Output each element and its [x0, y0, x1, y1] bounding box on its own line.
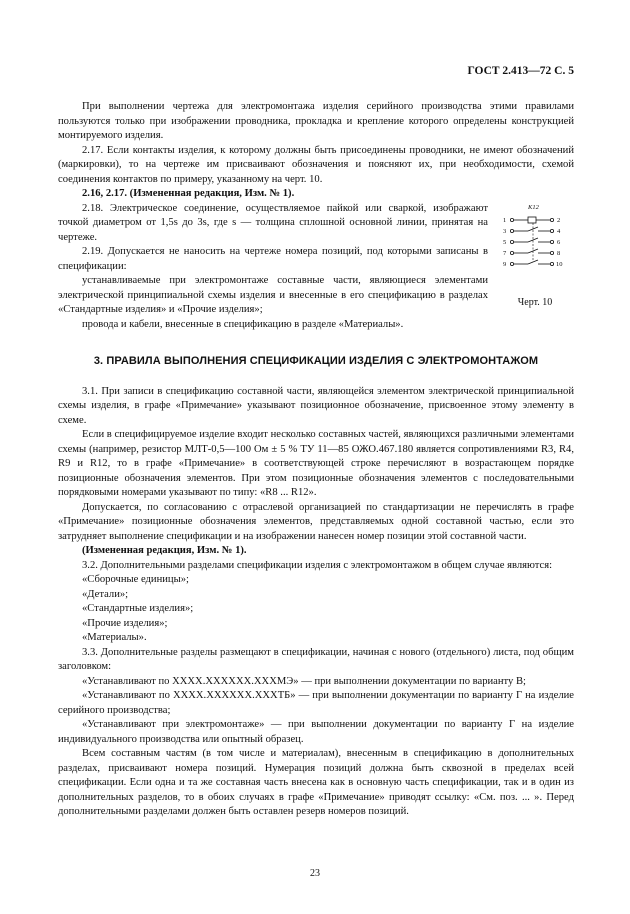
pin-label: 1	[503, 216, 507, 224]
pin-terminal	[550, 218, 553, 221]
pin-terminal	[510, 218, 513, 221]
figure-caption: Черт. 10	[517, 296, 553, 308]
list-item: устанавливаемые при электромонтаже составные части, являющиеся элементами электрической принципиальной схемы изделия и внесенные в его спецификацию в разделах «Стандартные изделия» и «Прочие изделия»;	[58, 275, 488, 315]
list-item: «Детали»;	[82, 588, 129, 600]
wrap-zone	[58, 202, 574, 333]
list-item: «Материалы».	[82, 632, 147, 643]
pin-label: 4	[557, 227, 561, 235]
pin-label: 2	[557, 216, 561, 224]
list-item: «Сборочные единицы»;	[82, 574, 189, 585]
paragraph-2-18: 2.18. Электрическое соединение, осуществляемое пайкой или сваркой, изображают точкой диаметром от 1,5s до 3s, где s — толщина сплошной основной линии, принятая на чертеже.	[58, 202, 488, 243]
paragraph: Всем составным частям (в том числе и материалам), внесенным в спецификацию в дополнительных разделах, присваивают номера позиций. Нумерация позиций должна быть сквозной в пределах всей спецификации. Если одна и та же составная часть внесена как в основную часть спецификации, так и в один из дополнительных разделов, то в обоих случаях в графе «Примечание» приводят ссылку: «См. поз. ... ». Перед дополнительными разделами должен быть оставлен резерв номеров позиций.	[58, 748, 574, 817]
pin-label: 7	[503, 249, 507, 257]
coil-symbol	[528, 217, 536, 223]
pin-label: 8	[557, 249, 561, 257]
paragraph-3-2: 3.2. Дополнительными разделами спецификации изделия с электромонтажом в общем случае являются:	[82, 559, 553, 571]
paragraph: Допускается, по согласованию с отраслевой организацией по стандартизации не перечислять в графе «Примечание» позиционные обозначения элементов, представляемых одной составной частью, если это затрудняет выполнение спецификации и на изображении нанесен номер позиции этой составной части.	[58, 501, 574, 542]
contact-scheme-diagram	[500, 202, 570, 272]
pin-label: 3	[503, 227, 507, 235]
pin-label: 6	[557, 238, 561, 246]
pin-label: 9	[503, 260, 507, 268]
edition-note: 2.16, 2.17. (Измененная редакция, Изм. № 1).	[82, 188, 295, 199]
paragraph-2-17: 2.17. Если контакты изделия, к которому должны быть присоединены проводники, не имеют обозначений (маркировки), то на чертеже им присваивают обозначения и поясняют их, при необходимости, схемой соединения контактов по примеру, указанному на черт. 10.	[58, 144, 574, 185]
paragraph-3-1: 3.1. При записи в спецификацию составной части, являющейся элементом электрической принципиальной схемы изделия, в графе «Примечание» указывают позиционное обозначение, присвоенное этому элементу в схеме.	[58, 385, 574, 426]
pin-label: 10	[556, 260, 563, 268]
section-title: 3. ПРАВИЛА ВЫПОЛНЕНИЯ СПЕЦИФИКАЦИИ ИЗДЕЛИЯ С ЭЛЕКТРОМОНТАЖОМ	[93, 355, 539, 367]
page-body	[58, 60, 574, 820]
page-header: ГОСТ 2.413—72 С. 5	[467, 65, 574, 77]
heading-option: «Устанавливают по ХХХХ.ХХХХХХ.ХХХТБ» — при выполнении документации по варианту Г на изделие серийного производства;	[58, 690, 574, 716]
paragraph-2-19: 2.19. Допускается не наносить на чертеже номера позиций, под которыми записаны в спецификации:	[58, 246, 488, 272]
page-number: 23	[310, 868, 320, 879]
edition-note: (Измененная редакция, Изм. № 1).	[82, 545, 247, 556]
list-item: «Прочие изделия»;	[82, 617, 168, 629]
contact-diagram-figure	[500, 202, 570, 311]
heading-option: «Устанавливают при электромонтаже» — при выполнении документации по варианту Г на изделие индивидуального производства или опытный образец.	[58, 719, 574, 745]
paragraph: Если в специфицируемое изделие входит несколько составных частей, являющихся различными элементами схемы (например, резистор МЛТ-0,5—100 Ом ± 5 % ТУ 11—85 ОЖО.467.180 является сопротивлениями R3, R4, R9 и R12, то в графе «Примечание» в соответствующей строке перечисляют в возрастающем порядке позиционные обозначения элементов. При этом позиционные обозначения элементов с последовательными порядковыми номерами указывают по типу: «R8 ... R12».	[58, 429, 574, 498]
list-item: «Стандартные изделия»;	[82, 603, 194, 614]
heading-option: «Устанавливают по ХХХХ.ХХХХХХ.ХХХМЭ» — при выполнении документации по варианту В;	[82, 675, 526, 687]
paragraph-3-3: 3.3. Дополнительные разделы размещают в спецификации, начиная с нового (отдельного) листа, под общим заголовком:	[58, 646, 574, 672]
reference-designator: К12	[528, 203, 539, 211]
pin-label: 5	[503, 238, 507, 246]
list-item: провода и кабели, внесенные в спецификацию в разделе «Материалы».	[82, 318, 404, 330]
paragraph: При выполнении чертежа для электромонтажа изделия серийного производства этими правилами пользуются только при изображении проводника, прокладка и крепление которого определены конструкцией монтируемого изделия.	[58, 101, 574, 141]
